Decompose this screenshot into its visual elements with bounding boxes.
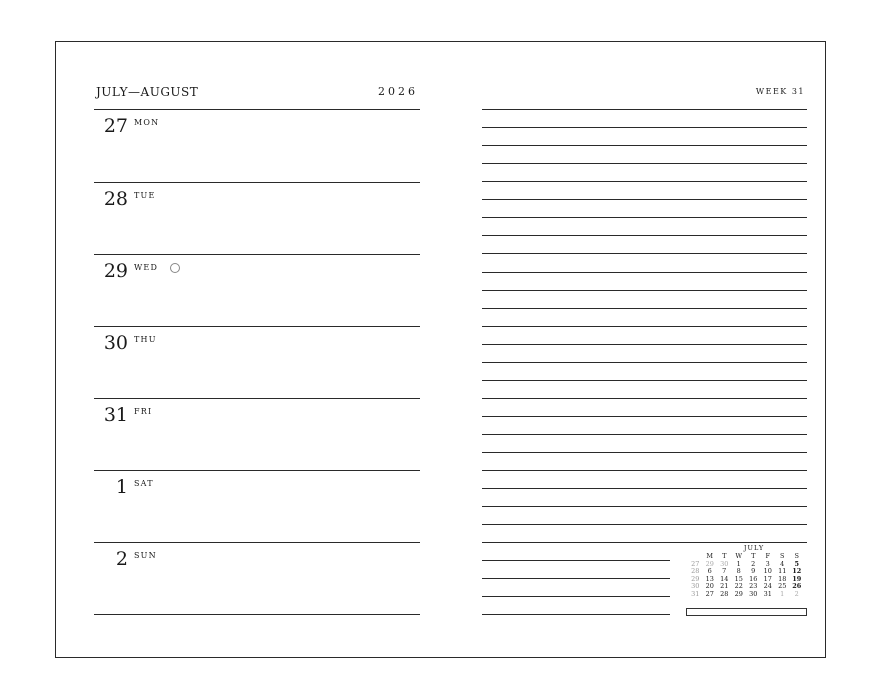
mini-day: 10 <box>763 567 772 575</box>
note-line[interactable] <box>482 488 807 489</box>
planner-spread <box>55 41 826 658</box>
mini-day: 31 <box>763 589 772 598</box>
mini-day: 11 <box>778 567 787 575</box>
mini-day: 19 <box>792 574 802 583</box>
note-line[interactable] <box>482 145 807 146</box>
note-line[interactable] <box>482 452 807 453</box>
day-divider <box>94 398 420 399</box>
mini-weekday-header: S <box>794 552 799 560</box>
mini-day: 29 <box>705 559 714 568</box>
mini-day: 7 <box>722 567 727 575</box>
mini-day: 18 <box>778 574 787 583</box>
mini-day: 2 <box>751 559 756 568</box>
mini-day: 27 <box>705 589 714 598</box>
mini-day: 5 <box>794 559 800 568</box>
mini-week-number: 29 <box>691 574 700 583</box>
note-line[interactable] <box>482 398 807 399</box>
new-moon-icon <box>170 263 180 273</box>
day-block-sun[interactable] <box>94 545 420 617</box>
mini-day: 1 <box>780 589 785 598</box>
day-number: 29 <box>103 260 128 282</box>
month-range-title: JULY—AUGUST <box>96 85 199 99</box>
mini-weekday-header: S <box>780 552 785 560</box>
day-name: SUN <box>134 551 157 560</box>
mini-weekday-header: T <box>751 552 756 560</box>
note-line[interactable] <box>482 614 670 615</box>
note-line[interactable] <box>482 560 670 561</box>
mini-day: 13 <box>705 574 714 583</box>
note-line[interactable] <box>482 380 807 381</box>
day-name: TUE <box>134 191 156 200</box>
day-name: MON <box>134 118 160 127</box>
note-line[interactable] <box>482 308 807 309</box>
note-line[interactable] <box>482 524 807 525</box>
week-number-label: WEEK 31 <box>755 87 805 96</box>
day-block-tue[interactable] <box>94 185 420 257</box>
mini-day: 16 <box>749 574 758 583</box>
day-number: 1 <box>115 476 128 498</box>
mini-day: 24 <box>763 582 772 590</box>
note-line[interactable] <box>482 434 807 435</box>
note-line[interactable] <box>482 235 807 236</box>
day-number: 30 <box>103 332 128 354</box>
mini-calendar <box>688 544 808 598</box>
note-line[interactable] <box>482 506 807 507</box>
note-line[interactable] <box>482 596 670 597</box>
note-line[interactable] <box>482 344 807 345</box>
mini-day: 25 <box>778 582 787 590</box>
mini-day: 15 <box>734 574 743 583</box>
note-line[interactable] <box>482 578 670 579</box>
mini-calendar-grid <box>688 553 808 598</box>
day-block-mon[interactable] <box>94 112 420 184</box>
current-week-highlight <box>686 608 807 616</box>
day-number: 31 <box>103 404 128 426</box>
mini-day: 17 <box>763 574 772 583</box>
note-line[interactable] <box>482 253 807 254</box>
day-number: 28 <box>103 188 128 210</box>
note-line[interactable] <box>482 542 807 543</box>
mini-day: 14 <box>720 574 729 583</box>
note-line[interactable] <box>482 362 807 363</box>
day-name: FRI <box>134 407 153 416</box>
mini-week-number: 30 <box>691 582 700 590</box>
mini-day: 2 <box>794 589 799 598</box>
day-number: 2 <box>115 548 128 570</box>
day-number: 27 <box>103 115 128 137</box>
note-line[interactable] <box>482 163 807 164</box>
note-line[interactable] <box>482 326 807 327</box>
mini-day: 4 <box>780 559 785 568</box>
note-line[interactable] <box>482 127 807 128</box>
mini-day: 30 <box>720 559 729 568</box>
mini-day: 1 <box>736 559 741 568</box>
mini-day: 9 <box>751 567 756 575</box>
mini-day: 29 <box>734 589 743 598</box>
note-line[interactable] <box>482 109 807 110</box>
mini-weekday-header: W <box>735 552 743 560</box>
note-line[interactable] <box>482 416 807 417</box>
day-divider <box>94 542 420 543</box>
day-name: WED <box>134 263 159 272</box>
mini-calendar-title: JULY <box>743 544 765 552</box>
day-block-thu[interactable] <box>94 329 420 401</box>
day-name: THU <box>134 335 157 344</box>
day-divider <box>94 326 420 327</box>
day-block-wed[interactable] <box>94 257 420 329</box>
mini-day: 8 <box>736 567 741 575</box>
mini-day: 26 <box>792 582 802 590</box>
day-divider <box>94 614 420 615</box>
mini-day: 20 <box>705 582 714 590</box>
mini-day: 22 <box>734 582 743 590</box>
mini-weekday-header: M <box>706 552 714 560</box>
header-rule <box>94 109 420 110</box>
mini-day: 6 <box>707 567 712 575</box>
day-divider <box>94 470 420 471</box>
mini-week-number: 28 <box>691 567 700 575</box>
mini-week-number-current: 31 <box>691 589 700 598</box>
mini-day: 23 <box>749 582 758 590</box>
mini-week-number: 27 <box>691 559 700 568</box>
mini-day: 3 <box>765 559 770 568</box>
day-block-sat[interactable] <box>94 473 420 545</box>
note-line[interactable] <box>482 199 807 200</box>
mini-day: 28 <box>720 589 729 598</box>
day-divider <box>94 254 420 255</box>
note-line[interactable] <box>482 181 807 182</box>
mini-day: 12 <box>792 567 802 575</box>
day-divider <box>94 182 420 183</box>
year-label: 2026 <box>378 85 418 98</box>
mini-weekday-header: T <box>722 552 727 560</box>
note-line[interactable] <box>482 470 807 471</box>
mini-day: 30 <box>749 589 758 598</box>
mini-day: 21 <box>720 582 729 590</box>
day-block-fri[interactable] <box>94 401 420 473</box>
mini-weekday-header: F <box>765 552 770 560</box>
day-name: SAT <box>134 479 154 488</box>
note-line[interactable] <box>482 290 807 291</box>
note-line[interactable] <box>482 272 807 273</box>
note-line[interactable] <box>482 217 807 218</box>
